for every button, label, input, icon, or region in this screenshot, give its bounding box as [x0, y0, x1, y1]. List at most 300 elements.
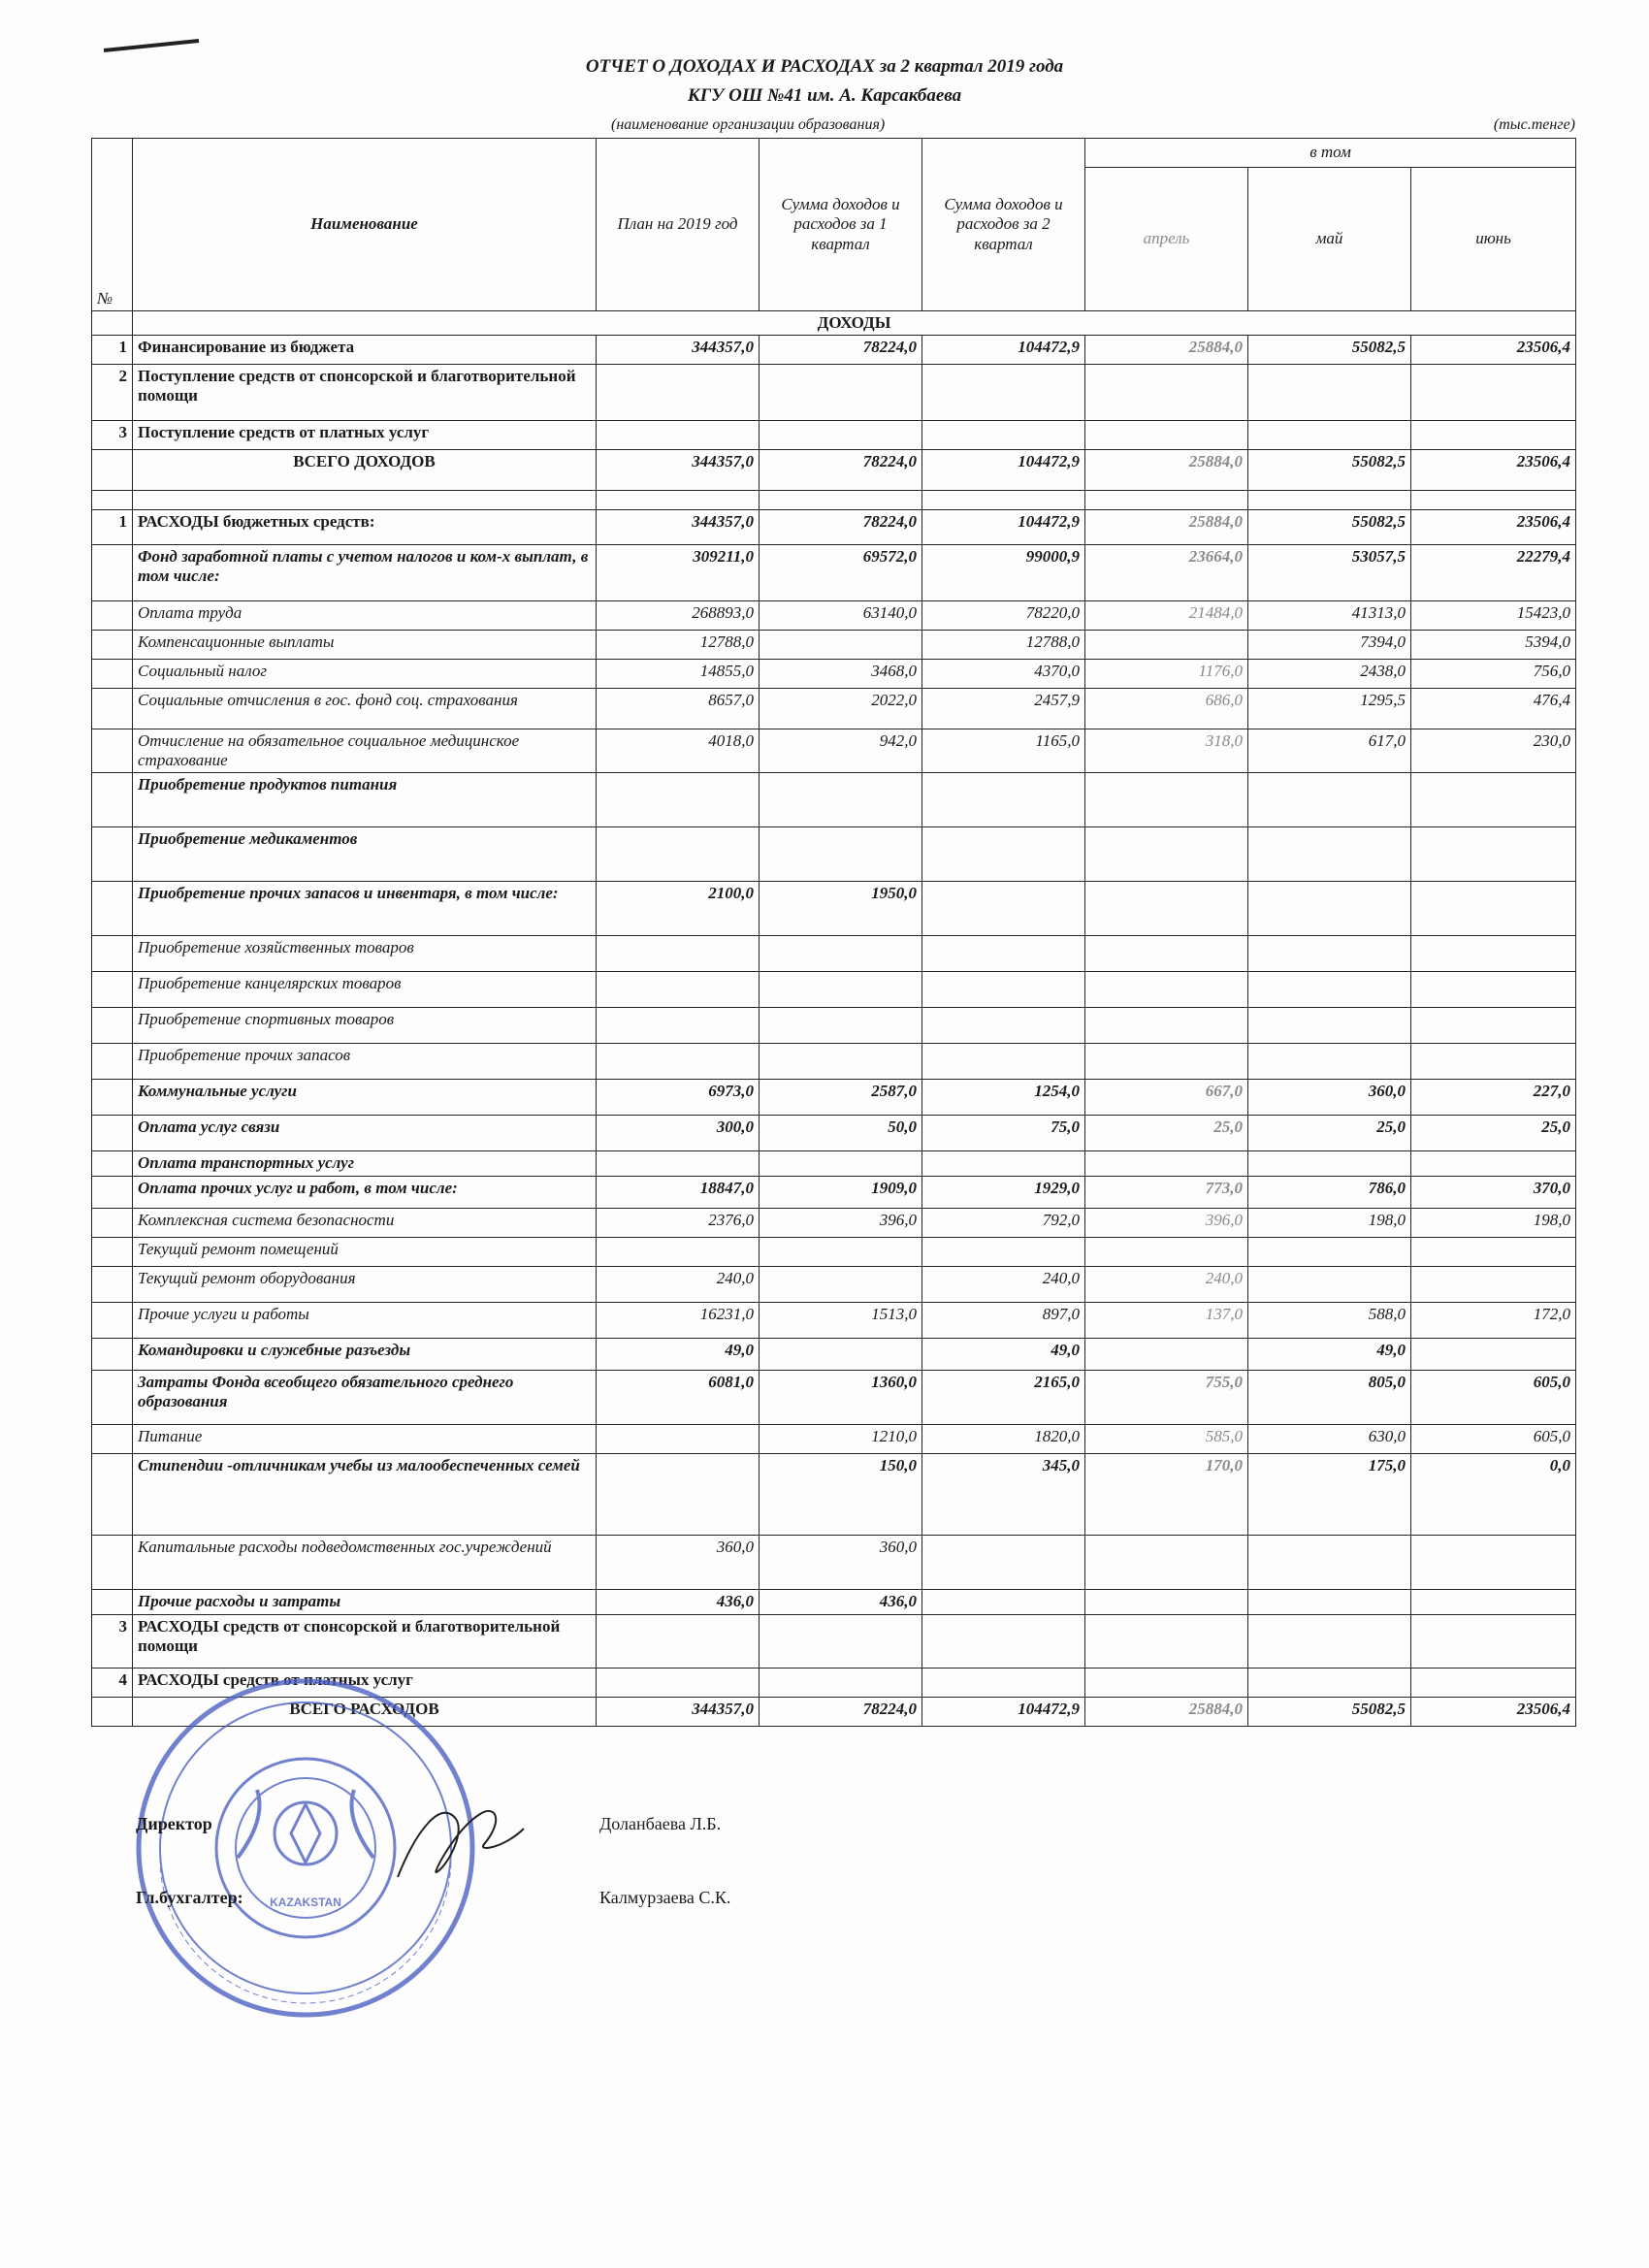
cell-q1: 78224,0 [760, 1698, 922, 1727]
table-row [92, 601, 1576, 631]
cell-may [1248, 1151, 1411, 1177]
cell-jun: 23506,4 [1411, 450, 1576, 491]
cell-q2: 792,0 [922, 1209, 1085, 1238]
cell-apr [1085, 773, 1248, 827]
cell-jun [1411, 1536, 1576, 1590]
cell-apr: 686,0 [1085, 689, 1248, 729]
table-row [92, 882, 1576, 936]
cell-jun [1411, 827, 1576, 882]
cell-q2 [922, 365, 1085, 421]
cell-q1: 78224,0 [760, 450, 922, 491]
cell-may: 786,0 [1248, 1177, 1411, 1209]
cell-plan [597, 1425, 760, 1454]
cell-jun [1411, 882, 1576, 936]
row-number [92, 1080, 133, 1116]
cell-plan [597, 972, 760, 1008]
cell-q2: 240,0 [922, 1267, 1085, 1303]
row-name: Оплата прочих услуг и работ, в том числе: [133, 1177, 597, 1209]
cell-apr: 25,0 [1085, 1116, 1248, 1151]
row-number [92, 1590, 133, 1615]
row-number: 3 [92, 1615, 133, 1669]
cell-may: 25,0 [1248, 1116, 1411, 1151]
table-row [92, 1615, 1576, 1669]
row-number [92, 1238, 133, 1267]
row-name: Приобретение прочих запасов [133, 1044, 597, 1080]
table-row [92, 1267, 1576, 1303]
signature-director [136, 1814, 1009, 1837]
cell-jun [1411, 1615, 1576, 1669]
row-number [92, 1267, 133, 1303]
cell-may [1248, 365, 1411, 421]
row-name: Оплата труда [133, 601, 597, 631]
cell-apr [1085, 1044, 1248, 1080]
col-apr-header: апрель [1085, 168, 1248, 311]
cell-plan: 436,0 [597, 1590, 760, 1615]
row-name: Коммунальные услуги [133, 1080, 597, 1116]
row-number [92, 1044, 133, 1080]
cell-apr: 170,0 [1085, 1454, 1248, 1536]
row-name: Затраты Фонда всеобщего обязательного среднего образования [133, 1371, 597, 1425]
cell-jun: 605,0 [1411, 1425, 1576, 1454]
cell-apr: 667,0 [1085, 1080, 1248, 1116]
cell-jun [1411, 365, 1576, 421]
cell-may [1248, 1669, 1411, 1698]
row-name: Текущий ремонт помещений [133, 1238, 597, 1267]
cell-plan: 309211,0 [597, 545, 760, 601]
cell-apr: 396,0 [1085, 1209, 1248, 1238]
cell-apr [1085, 1339, 1248, 1371]
row-name: РАСХОДЫ средств от спонсорской и благотворительной помощи [133, 1615, 597, 1669]
director-name: Доланбаева Л.Б. [599, 1814, 722, 1833]
cell-q2: 99000,9 [922, 545, 1085, 601]
cell-jun: 5394,0 [1411, 631, 1576, 660]
cell-q2 [922, 1669, 1085, 1698]
cell-q2 [922, 1536, 1085, 1590]
cell-may: 55082,5 [1248, 510, 1411, 545]
row-name: Приобретение спортивных товаров [133, 1008, 597, 1044]
cell-q1 [760, 1238, 922, 1267]
cell-may [1248, 1536, 1411, 1590]
row-name: Отчисление на обязательное социальное медицинское страхование [133, 729, 597, 773]
cell-jun: 227,0 [1411, 1080, 1576, 1116]
cell-apr [1085, 1238, 1248, 1267]
cell-q1 [760, 631, 922, 660]
table-row [92, 365, 1576, 421]
table-row [92, 545, 1576, 601]
cell-apr [1085, 1536, 1248, 1590]
cell-jun [1411, 421, 1576, 450]
scan-mark [102, 37, 209, 54]
row-number [92, 1151, 133, 1177]
cell-jun: 370,0 [1411, 1177, 1576, 1209]
cell-plan: 6973,0 [597, 1080, 760, 1116]
cell-jun: 476,4 [1411, 689, 1576, 729]
cell-may [1248, 773, 1411, 827]
organization-name: КГУ ОШ №41 им. А. Карсакбаева [687, 85, 962, 106]
cell-plan [597, 1151, 760, 1177]
cell-jun [1411, 1151, 1576, 1177]
cell-apr: 25884,0 [1085, 1698, 1248, 1727]
cell-jun [1411, 1669, 1576, 1698]
table-row [92, 1371, 1576, 1425]
cell-plan: 2100,0 [597, 882, 760, 936]
cell-q1: 50,0 [760, 1116, 922, 1151]
row-number [92, 1425, 133, 1454]
cell-apr: 773,0 [1085, 1177, 1248, 1209]
cell-may: 175,0 [1248, 1454, 1411, 1536]
row-name: Прочие расходы и затраты [133, 1590, 597, 1615]
table-row [92, 336, 1576, 365]
cell-q1: 63140,0 [760, 601, 922, 631]
cell-q2 [922, 773, 1085, 827]
cell-q2 [922, 1008, 1085, 1044]
cell-may: 198,0 [1248, 1209, 1411, 1238]
cell-apr: 25884,0 [1085, 336, 1248, 365]
cell-q1: 1513,0 [760, 1303, 922, 1339]
cell-may: 55082,5 [1248, 336, 1411, 365]
cell-apr [1085, 365, 1248, 421]
cell-plan: 14855,0 [597, 660, 760, 689]
row-number [92, 1177, 133, 1209]
cell-may: 49,0 [1248, 1339, 1411, 1371]
table-row [92, 631, 1576, 660]
cell-jun: 172,0 [1411, 1303, 1576, 1339]
cell-jun: 0,0 [1411, 1454, 1576, 1536]
row-name: Комплексная система безопасности [133, 1209, 597, 1238]
row-number [92, 601, 133, 631]
table-row [92, 1116, 1576, 1151]
cell-plan: 268893,0 [597, 601, 760, 631]
table-row [92, 450, 1576, 491]
cell-apr [1085, 882, 1248, 936]
cell-may [1248, 1044, 1411, 1080]
row-name: Поступление средств от спонсорской и благотворительной помощи [133, 365, 597, 421]
row-name: Оплата услуг связи [133, 1116, 597, 1151]
cell-q1: 2587,0 [760, 1080, 922, 1116]
cell-q2 [922, 972, 1085, 1008]
row-name: Капитальные расходы подведомственных гос.учреждений [133, 1536, 597, 1590]
cell-jun: 198,0 [1411, 1209, 1576, 1238]
cell-apr: 1176,0 [1085, 660, 1248, 689]
cell-q1 [760, 1615, 922, 1669]
table-row [92, 936, 1576, 972]
row-name: ВСЕГО РАСХОДОВ [133, 1698, 597, 1727]
cell-may: 630,0 [1248, 1425, 1411, 1454]
row-name: РАСХОДЫ средств от платных услуг [133, 1669, 597, 1698]
col-jun-header: июнь [1411, 168, 1576, 311]
cell-apr: 318,0 [1085, 729, 1248, 773]
row-name: Социальные отчисления в гос. фонд соц. страхования [133, 689, 597, 729]
cell-plan [597, 827, 760, 882]
cell-q1 [760, 1044, 922, 1080]
cell-apr [1085, 1615, 1248, 1669]
table-row [92, 1209, 1576, 1238]
cell-plan [597, 1238, 760, 1267]
col-may-header: май [1248, 168, 1411, 311]
cell-plan: 344357,0 [597, 1698, 760, 1727]
col-incl-header: в том [1085, 139, 1576, 168]
row-name: Социальный налог [133, 660, 597, 689]
cell-q2 [922, 1238, 1085, 1267]
cell-q1 [760, 827, 922, 882]
cell-q2 [922, 421, 1085, 450]
cell-q2: 1254,0 [922, 1080, 1085, 1116]
cell-jun [1411, 972, 1576, 1008]
cell-plan [597, 365, 760, 421]
table-row [92, 689, 1576, 729]
cell-apr: 585,0 [1085, 1425, 1248, 1454]
cell-apr [1085, 972, 1248, 1008]
table-row [92, 1536, 1576, 1590]
organization-hint: (наименование организации образования) [611, 116, 886, 133]
cell-may: 53057,5 [1248, 545, 1411, 601]
cell-q1: 69572,0 [760, 545, 922, 601]
row-name: Финансирование из бюджета [133, 336, 597, 365]
cell-jun [1411, 1044, 1576, 1080]
cell-q2: 2165,0 [922, 1371, 1085, 1425]
table-row [92, 773, 1576, 827]
units-label: (тыс.тенге) [1493, 116, 1575, 133]
cell-q2 [922, 1151, 1085, 1177]
col-name-header: Наименование [133, 139, 597, 311]
cell-may: 805,0 [1248, 1371, 1411, 1425]
row-number [92, 1116, 133, 1151]
cell-jun: 230,0 [1411, 729, 1576, 773]
col-q2-header: Сумма доходов и расходов за 2 квартал [922, 139, 1085, 311]
director-role: Директор [136, 1814, 212, 1833]
cell-apr [1085, 1151, 1248, 1177]
cell-plan: 344357,0 [597, 510, 760, 545]
row-number [92, 972, 133, 1008]
table-row [92, 1454, 1576, 1536]
cell-plan: 16231,0 [597, 1303, 760, 1339]
cell-q1 [760, 1151, 922, 1177]
cell-jun [1411, 1008, 1576, 1044]
row-name: Питание [133, 1425, 597, 1454]
cell-q1: 2022,0 [760, 689, 922, 729]
row-name: Поступление средств от платных услуг [133, 421, 597, 450]
row-number [92, 936, 133, 972]
cell-jun: 605,0 [1411, 1371, 1576, 1425]
row-number [92, 1454, 133, 1536]
cell-apr [1085, 936, 1248, 972]
cell-q2: 104472,9 [922, 1698, 1085, 1727]
cell-apr: 137,0 [1085, 1303, 1248, 1339]
cell-plan: 360,0 [597, 1536, 760, 1590]
row-name: Приобретение хозяйственных товаров [133, 936, 597, 972]
table-row [92, 827, 1576, 882]
cell-q2: 345,0 [922, 1454, 1085, 1536]
cell-plan: 344357,0 [597, 336, 760, 365]
row-number [92, 545, 133, 601]
cell-plan: 344357,0 [597, 450, 760, 491]
report-rows [92, 336, 1576, 1727]
cell-may [1248, 882, 1411, 936]
cell-jun [1411, 1590, 1576, 1615]
row-number: 1 [92, 510, 133, 545]
row-number [92, 827, 133, 882]
cell-q2 [922, 827, 1085, 882]
cell-plan: 6081,0 [597, 1371, 760, 1425]
cell-may: 2438,0 [1248, 660, 1411, 689]
signature-accountant [136, 1888, 1009, 1911]
seal-center-text: KAZAKSTAN [270, 1895, 341, 1909]
table-row [92, 1339, 1576, 1371]
row-number: 4 [92, 1669, 133, 1698]
cell-q2: 12788,0 [922, 631, 1085, 660]
cell-plan [597, 936, 760, 972]
cell-may: 617,0 [1248, 729, 1411, 773]
cell-q2: 49,0 [922, 1339, 1085, 1371]
col-plan-header: План на 2019 год [597, 139, 760, 311]
cell-q1: 78224,0 [760, 336, 922, 365]
table-row [92, 510, 1576, 545]
row-name: Приобретение прочих запасов и инвентаря, в том числе: [133, 882, 597, 936]
cell-q1: 78224,0 [760, 510, 922, 545]
cell-q1: 1909,0 [760, 1177, 922, 1209]
row-name: Прочие услуги и работы [133, 1303, 597, 1339]
cell-may [1248, 421, 1411, 450]
cell-may: 55082,5 [1248, 1698, 1411, 1727]
cell-may [1248, 1238, 1411, 1267]
row-number: 2 [92, 365, 133, 421]
cell-may: 55082,5 [1248, 450, 1411, 491]
row-number [92, 1209, 133, 1238]
cell-may: 7394,0 [1248, 631, 1411, 660]
cell-may [1248, 1615, 1411, 1669]
header-row [92, 139, 1576, 168]
cell-may: 588,0 [1248, 1303, 1411, 1339]
cell-apr: 21484,0 [1085, 601, 1248, 631]
cell-q2: 1165,0 [922, 729, 1085, 773]
cell-q1: 396,0 [760, 1209, 922, 1238]
cell-jun: 756,0 [1411, 660, 1576, 689]
cell-may [1248, 827, 1411, 882]
cell-plan [597, 1615, 760, 1669]
col-q1-header: Сумма доходов и расходов за 1 квартал [760, 139, 922, 311]
cell-q1: 1210,0 [760, 1425, 922, 1454]
cell-plan [597, 421, 760, 450]
cell-q1: 360,0 [760, 1536, 922, 1590]
accountant-role: Гл.бухгалтер: [136, 1888, 243, 1907]
row-number [92, 773, 133, 827]
table-row [92, 660, 1576, 689]
cell-plan: 8657,0 [597, 689, 760, 729]
cell-plan: 240,0 [597, 1267, 760, 1303]
row-number: 1 [92, 336, 133, 365]
cell-jun: 15423,0 [1411, 601, 1576, 631]
cell-apr: 25884,0 [1085, 510, 1248, 545]
cell-jun [1411, 1267, 1576, 1303]
row-name: Приобретение медикаментов [133, 827, 597, 882]
cell-apr [1085, 421, 1248, 450]
cell-jun [1411, 936, 1576, 972]
cell-q1 [760, 1267, 922, 1303]
cell-jun [1411, 773, 1576, 827]
cell-q2: 4370,0 [922, 660, 1085, 689]
row-number [92, 450, 133, 491]
cell-may: 41313,0 [1248, 601, 1411, 631]
director-signature [388, 1790, 534, 1896]
row-number [92, 1536, 133, 1590]
cell-apr: 240,0 [1085, 1267, 1248, 1303]
row-number [92, 631, 133, 660]
row-number [92, 1303, 133, 1339]
row-name: Оплата транспортных услуг [133, 1151, 597, 1177]
cell-plan: 4018,0 [597, 729, 760, 773]
cell-q1 [760, 365, 922, 421]
cell-may: 1295,5 [1248, 689, 1411, 729]
table-row [92, 1425, 1576, 1454]
cell-apr [1085, 1008, 1248, 1044]
cell-q1: 1360,0 [760, 1371, 922, 1425]
spacer-row [92, 491, 1576, 510]
cell-jun [1411, 1238, 1576, 1267]
row-name: Текущий ремонт оборудования [133, 1267, 597, 1303]
table-row [92, 1303, 1576, 1339]
cell-q1: 436,0 [760, 1590, 922, 1615]
row-number [92, 1339, 133, 1371]
cell-jun: 22279,4 [1411, 545, 1576, 601]
cell-q2: 104472,9 [922, 510, 1085, 545]
cell-q1 [760, 421, 922, 450]
row-name: ВСЕГО ДОХОДОВ [133, 450, 597, 491]
cell-jun [1411, 1339, 1576, 1371]
report-table [91, 138, 1576, 1727]
cell-q2: 104472,9 [922, 336, 1085, 365]
row-number [92, 689, 133, 729]
cell-q2 [922, 882, 1085, 936]
cell-plan: 300,0 [597, 1116, 760, 1151]
cell-jun: 23506,4 [1411, 510, 1576, 545]
cell-q1 [760, 1669, 922, 1698]
table-row [92, 421, 1576, 450]
table-row [92, 1080, 1576, 1116]
col-num-header: № [92, 139, 133, 311]
cell-plan [597, 1008, 760, 1044]
cell-apr [1085, 827, 1248, 882]
table-row [92, 1590, 1576, 1615]
cell-plan: 18847,0 [597, 1177, 760, 1209]
cell-jun: 25,0 [1411, 1116, 1576, 1151]
cell-plan [597, 1669, 760, 1698]
cell-plan: 49,0 [597, 1339, 760, 1371]
cell-apr [1085, 631, 1248, 660]
row-name: Приобретение канцелярских товаров [133, 972, 597, 1008]
cell-q2 [922, 1590, 1085, 1615]
cell-q1 [760, 972, 922, 1008]
row-name: Командировки и служебные разъезды [133, 1339, 597, 1371]
row-name: Фонд заработной платы с учетом налогов и ком-х выплат, в том числе: [133, 545, 597, 601]
cell-q2 [922, 936, 1085, 972]
cell-plan [597, 773, 760, 827]
table-row [92, 1008, 1576, 1044]
cell-may [1248, 936, 1411, 972]
cell-may [1248, 972, 1411, 1008]
cell-plan: 2376,0 [597, 1209, 760, 1238]
table-row [92, 1238, 1576, 1267]
cell-plan [597, 1454, 760, 1536]
cell-q1: 1950,0 [760, 882, 922, 936]
row-name: Компенсационные выплаты [133, 631, 597, 660]
row-number [92, 660, 133, 689]
cell-q1: 150,0 [760, 1454, 922, 1536]
cell-q2 [922, 1615, 1085, 1669]
cell-may [1248, 1008, 1411, 1044]
cell-q2: 897,0 [922, 1303, 1085, 1339]
row-number [92, 1371, 133, 1425]
row-name: Стипендии -отличникам учебы из малообеспеченных семей [133, 1454, 597, 1536]
